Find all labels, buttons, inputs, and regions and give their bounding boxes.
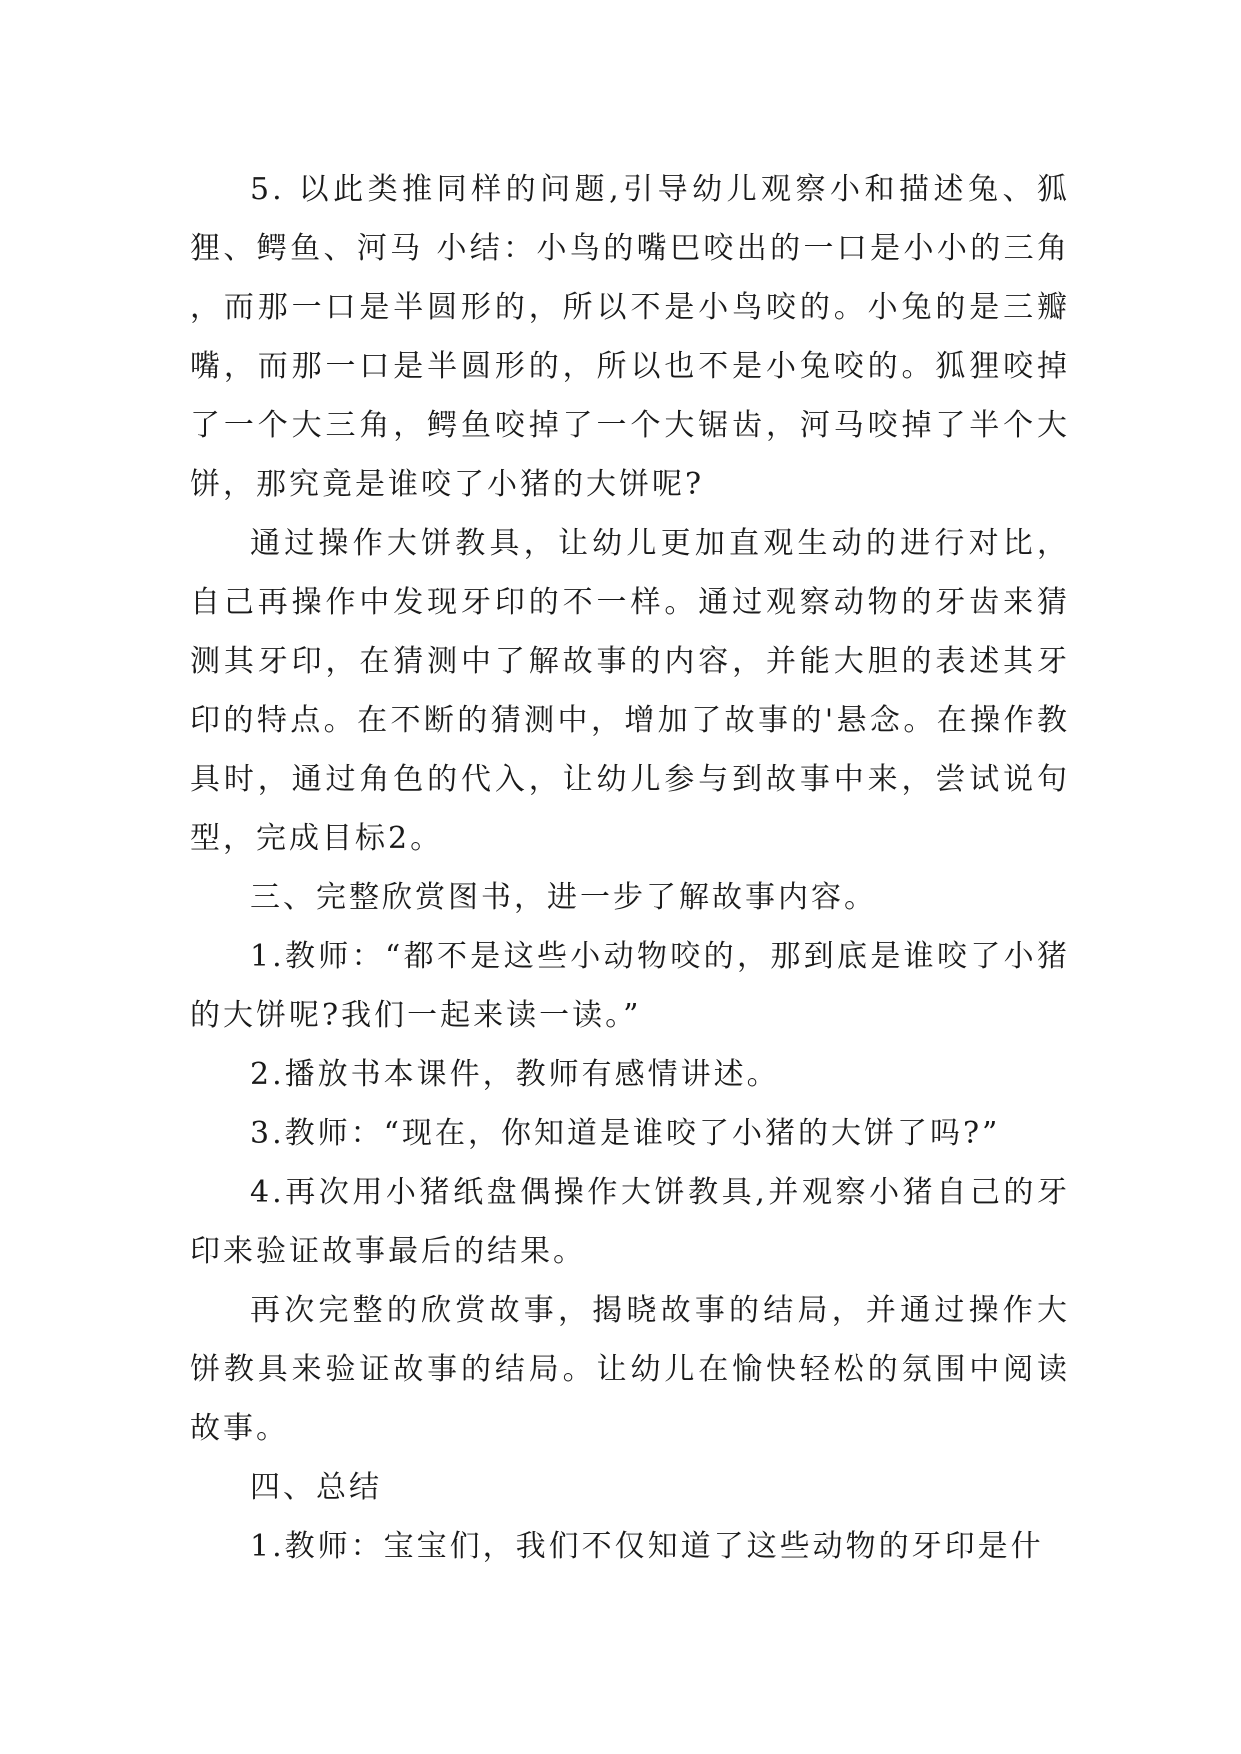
paragraph-appreciate-story: 再次完整的欣赏故事，揭晓故事的结局，并通过操作大饼教具来验证故事的结局。让幼儿在愉快轻松的氛围中阅读故事。 xyxy=(190,1293,1070,1446)
paragraph-teacher-question-3: 3.教师：“现在，你知道是谁咬了小猪的大饼了吗?” xyxy=(250,1116,1001,1151)
paragraph-verify-result: 4.再次用小猪纸盘偶操作大饼教具,并观察小猪自己的牙印来验证故事最后的结果。 xyxy=(190,1175,1070,1269)
section-heading-four: 四、总结 xyxy=(250,1470,382,1505)
paragraph-observe-animals: 5. 以此类推同样的问题,引导幼儿观察小和描述兔、狐狸、鳄鱼、河马 小结：小鸟的嘴巴咬出的一口是小小的三角 ，而那一口是半圆形的，所以不是小鸟咬的。小兔的是三瓣嘴，而那一口是半圆形的，所以也不是小兔咬的。狐狸咬掉了一个大三角，鳄鱼咬掉了一个大锯齿，河马咬掉了半个大饼，那究竟是谁咬了小猪的大饼呢? xyxy=(190,172,1070,502)
paragraph-play-courseware: 2.播放书本课件，教师有感情讲述。 xyxy=(250,1057,780,1092)
paragraph-summary-teacher: 1.教师：宝宝们，我们不仅知道了这些动物的牙印是什 xyxy=(250,1529,1044,1564)
paragraph-teacher-question-1: 1.教师：“都不是这些小动物咬的，那到底是谁咬了小猪的大饼呢?我们一起来读一读。” xyxy=(190,939,1070,1033)
section-heading-three: 三、完整欣赏图书，进一步了解故事内容。 xyxy=(250,880,877,915)
document-body xyxy=(190,160,1070,1576)
paragraph-operate-cake-teaching-aid: 通过操作大饼教具，让幼儿更加直观生动的进行对比，自己再操作中发现牙印的不一样。通过观察动物的牙齿来猜测其牙印，在猜测中了解故事的内容，并能大胆的表述其牙印的特点。在不断的猜测中，增加了故事的'悬念。在操作教具时，通过角色的代入，让幼儿参与到故事中来，尝试说句型，完成目标2。 xyxy=(190,526,1070,856)
